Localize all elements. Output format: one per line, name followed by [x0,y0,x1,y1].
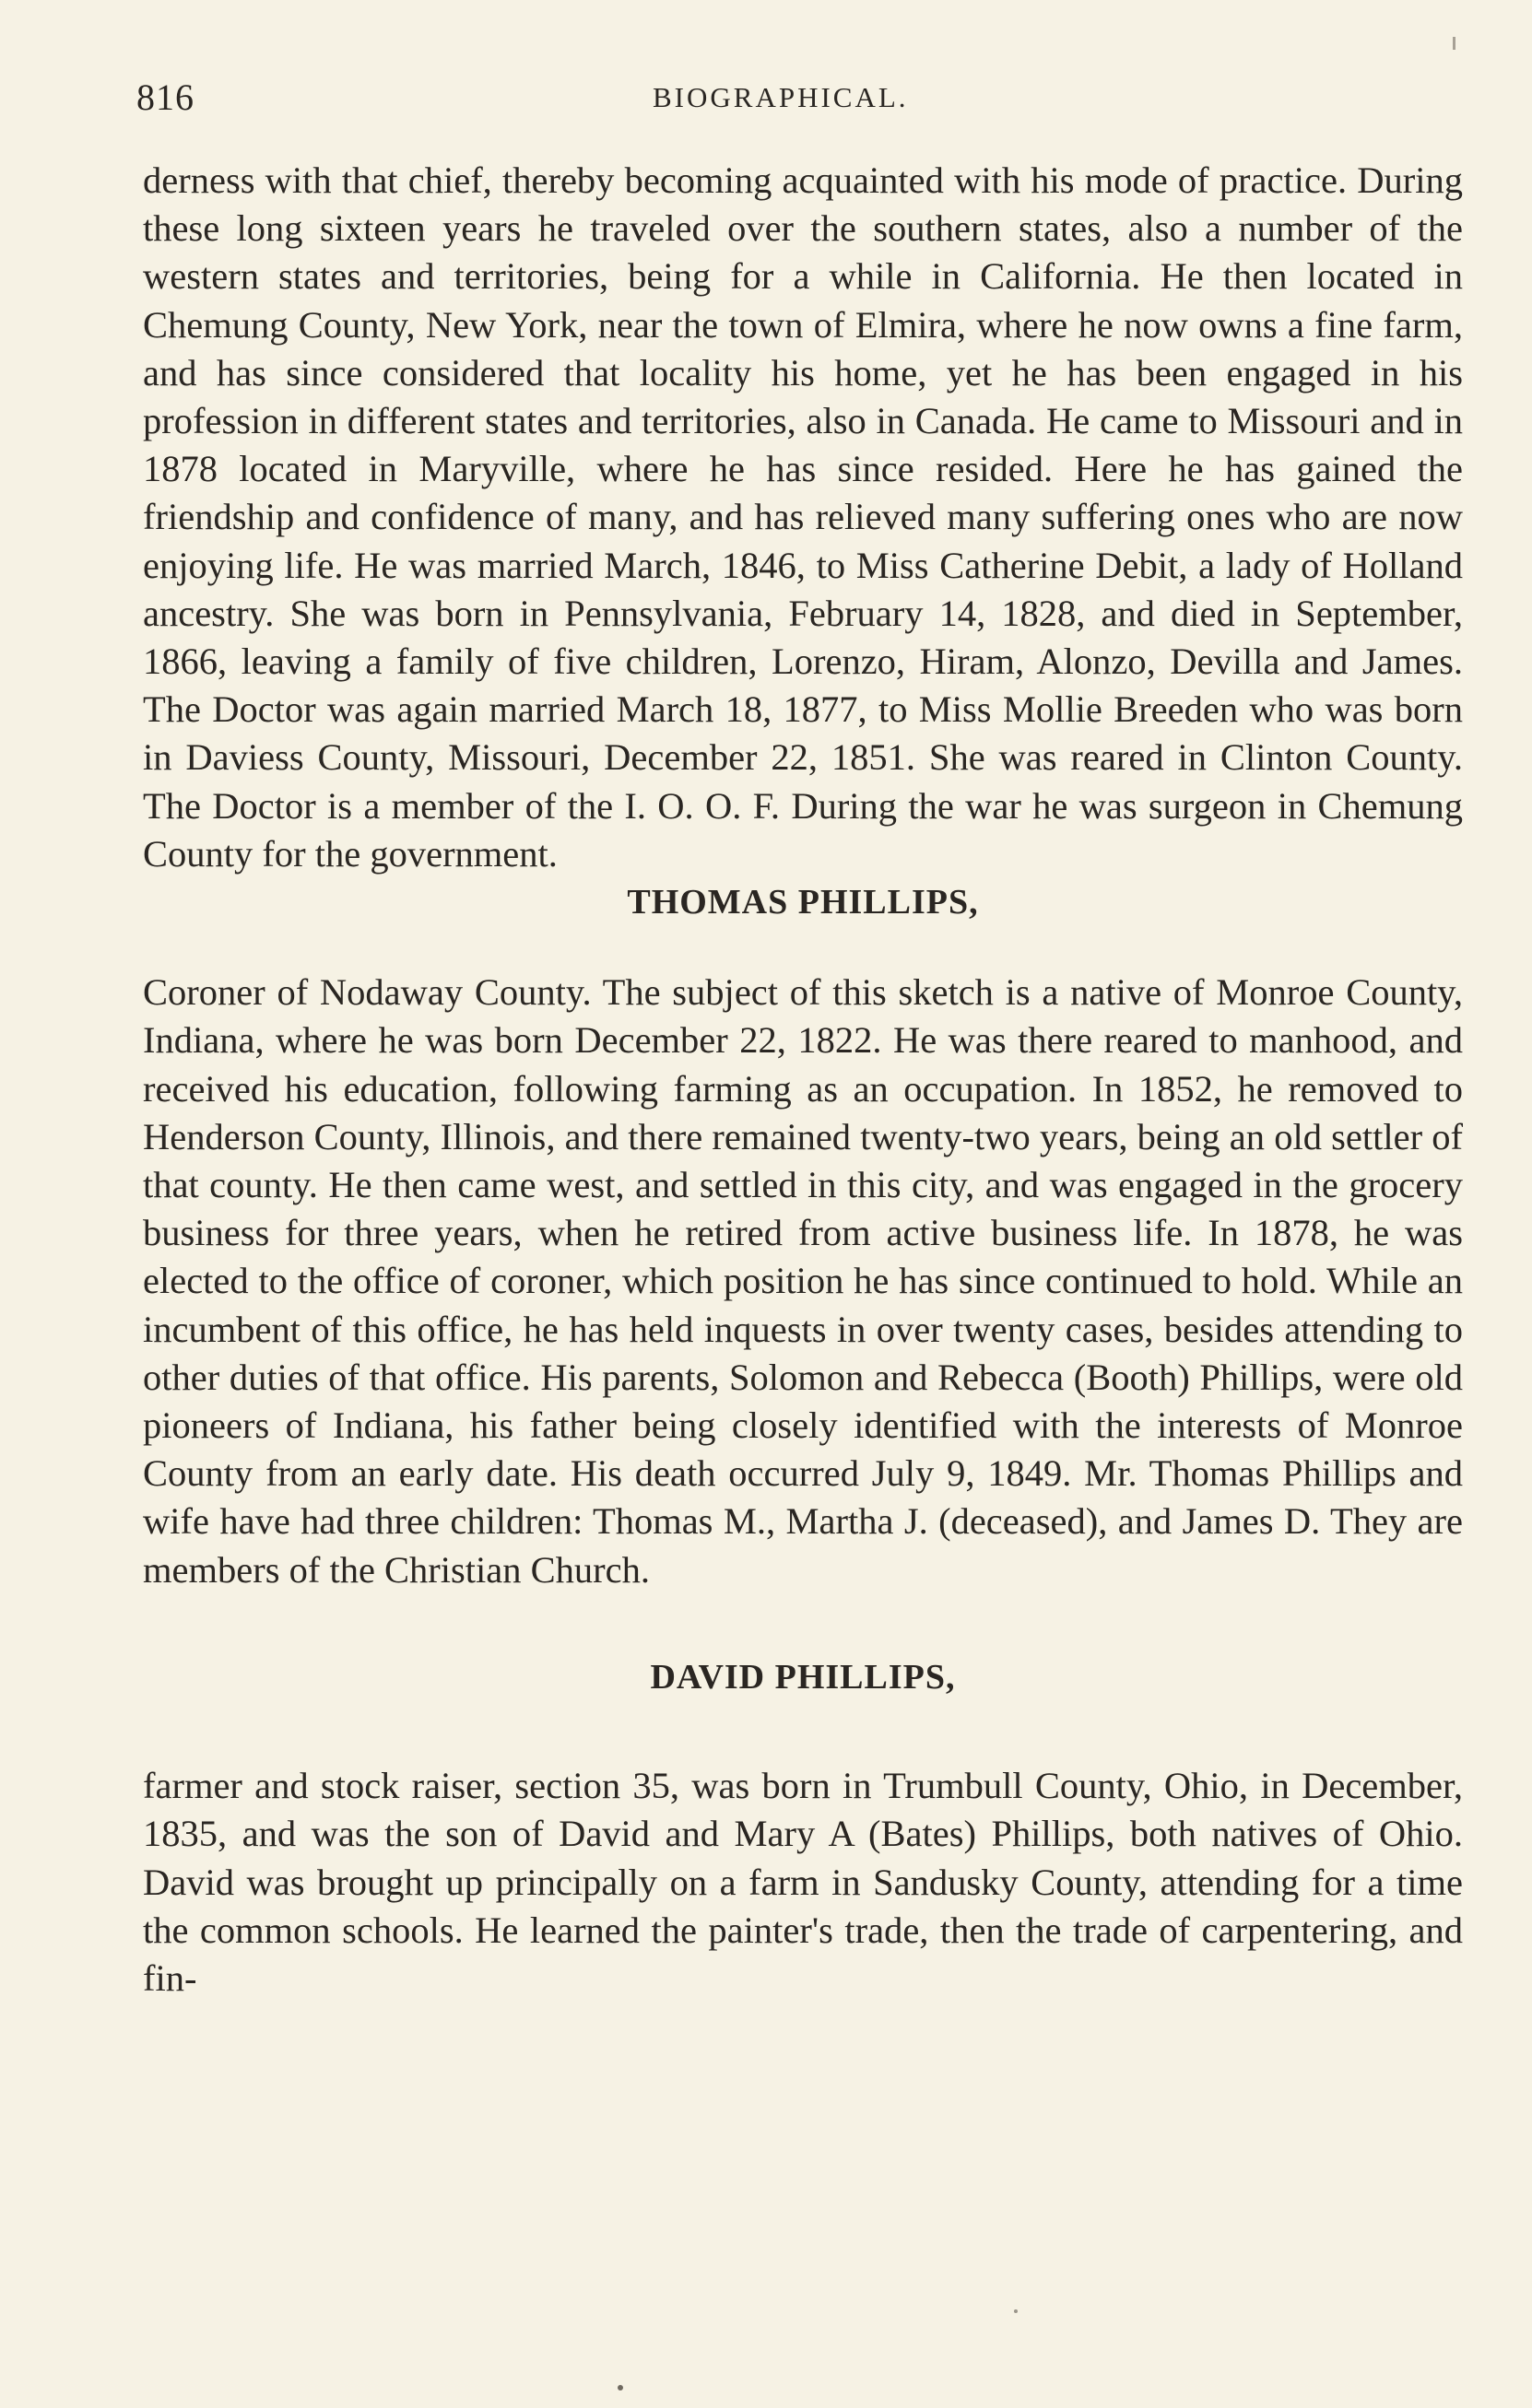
page-number: 816 [136,76,194,118]
page-speck [1014,2309,1018,2313]
page-speck [618,2385,623,2390]
david-phillips-heading: DAVID PHILLIPS, [650,1657,956,1697]
page-body [143,157,1463,2003]
thomas-phillips-heading: THOMAS PHILLIPS, [627,883,979,922]
david-phillips-paragraph: farmer and stock raiser, section 35, was born in Trumbull County, Ohio, in December, 1835, and was the son of David and Mary A (Bates) Phillips, both natives of Ohio. David was brought up principally on a farm in Sandusky County, attending for a time the common schools. He learned the painter's trade, then the trade of carpentering, and fin- [143,1765,1463,1999]
page-speck [1453,37,1455,50]
thomas-phillips-paragraph: Coroner of Nodaway County. The subject of this sketch is a native of Monroe County, Indiana, where he was born December 22, 1822. He was there reared to manhood, and received his education, following farming as an occupation. In 1852, he removed to Henderson County, Illinois, and there remained twenty-two years, being an old settler of that county. He then came west, and settled in this city, and was engaged in the grocery business for three years, when he retired from active business life. In 1878, he was elected to the office of coroner, which position he has since continued to hold. While an incumbent of this office, he has held inquests in over twenty cases, besides attending to other duties of that office. His parents, Solomon and Rebecca (Booth) Phillips, were old pioneers of Indiana, his father being closely identified with the interests of Monroe County from an early date. His death occurred July 9, 1849. Mr. Thomas Phillips and wife have had three children: Thomas M., Martha J. (deceased), and James D. They are members of the Christian Church. [143,971,1463,1591]
continued-paragraph: derness with that chief, thereby becoming acquainted with his mode of practice. During these long sixteen years he traveled over the southern states, also a number of the western states and territories, being for a while in California. He then located in Chemung County, New York, near the town of Elmira, where he now owns a fine farm, and has since considered that locality his home, yet he has been engaged in his profession in different states and territories, also in Canada. He came to Missouri and in 1878 located in Maryville, where he has since resided. Here he has gained the friendship and confidence of many, and has relieved many suffering ones who are now enjoying life. He was married March, 1846, to Miss Catherine Debit, a lady of Holland ancestry. She was born in Pennsylvania, February 14, 1828, and died in September, 1866, leaving a family of five children, Lorenzo, Hiram, Alonzo, Devilla and James. The Doctor was again married March 18, 1877, to Miss Mollie Breeden who was born in Daviess County, Missouri, December 22, 1851. She was reared in Clinton County. The Doctor is a member of the I. O. O. F. During the war he was surgeon in Chemung County for the government. [143,159,1463,875]
page-header [136,76,1464,131]
running-head: BIOGRAPHICAL. [653,81,909,113]
